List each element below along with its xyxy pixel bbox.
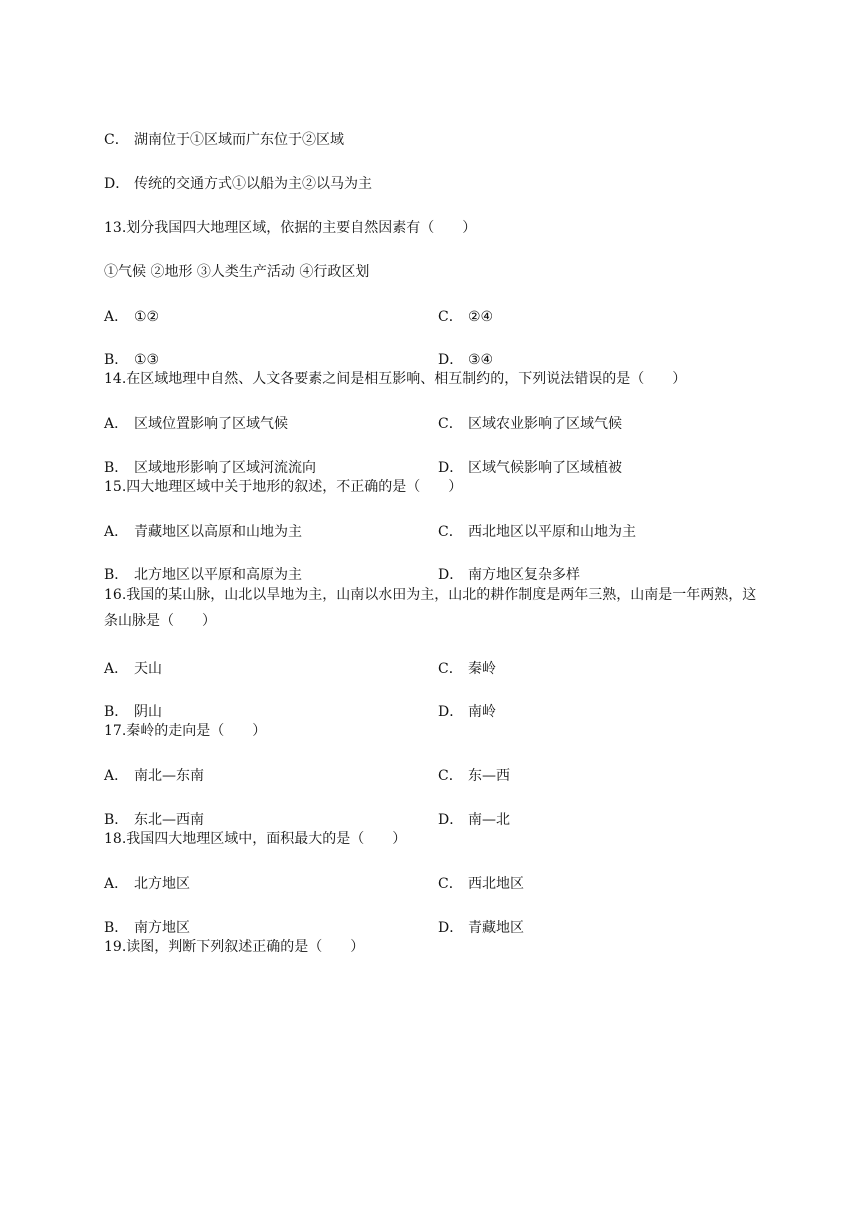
option-text: 区域地形影响了区域河流流向 xyxy=(134,460,316,476)
option-text: 秦岭 xyxy=(468,661,496,677)
option-letter: D． xyxy=(104,176,130,192)
option-c xyxy=(104,131,344,149)
option-text: 南方地区 xyxy=(134,920,190,936)
option-b xyxy=(104,351,159,369)
option-a xyxy=(104,308,159,326)
question-19: 19.读图，判断下列叙述正确的是（ ） xyxy=(104,939,365,955)
option-b xyxy=(104,919,190,937)
option-letter: C． xyxy=(438,661,463,677)
option-letter: B． xyxy=(104,460,129,476)
option-text: 南方地区复杂多样 xyxy=(468,567,580,583)
option-letter: B． xyxy=(104,704,129,720)
option-text: 北方地区 xyxy=(134,876,190,892)
option-text: 天山 xyxy=(134,661,162,677)
option-text: 西北地区 xyxy=(468,876,524,892)
option-text: 阴山 xyxy=(134,704,162,720)
question-14: 14.在区域地理中自然、人文各要素之间是相互影响、相互制约的，下列说法错误的是（ ） xyxy=(104,371,687,387)
option-letter: C． xyxy=(438,876,463,892)
option-letter: A． xyxy=(104,309,129,325)
option-a xyxy=(104,875,190,893)
option-letter: B． xyxy=(104,920,129,936)
option-text: 南北—东南 xyxy=(134,768,204,784)
option-letter: B． xyxy=(104,352,129,368)
question-13-items: ①气候 ②地形 ③人类生产活动 ④行政区划 xyxy=(104,264,370,280)
option-letter: C． xyxy=(438,416,463,432)
option-text: 区域农业影响了区域气候 xyxy=(468,416,622,432)
option-c xyxy=(438,767,510,785)
option-text: ①③ xyxy=(134,352,160,368)
option-b xyxy=(104,459,316,477)
option-text: 湖南位于①区域而广东位于②区域 xyxy=(134,132,344,148)
option-d xyxy=(438,459,622,477)
option-text: 南—北 xyxy=(468,812,510,828)
option-text: ①② xyxy=(134,309,160,325)
option-text: 东—西 xyxy=(468,768,510,784)
option-letter: C． xyxy=(438,309,463,325)
option-c xyxy=(438,308,493,326)
option-a xyxy=(104,767,204,785)
option-letter: B． xyxy=(104,812,129,828)
option-d xyxy=(104,175,372,193)
option-d xyxy=(438,811,510,829)
option-text: 青藏地区 xyxy=(468,920,524,936)
question-18: 18.我国四大地理区域中，面积最大的是（ ） xyxy=(104,831,407,847)
option-letter: C． xyxy=(438,768,463,784)
option-c xyxy=(438,660,496,678)
option-text: ③④ xyxy=(468,352,494,368)
option-letter: D． xyxy=(438,460,464,476)
option-c xyxy=(438,523,636,541)
option-letter: B． xyxy=(104,567,129,583)
option-letter: A． xyxy=(104,768,129,784)
option-letter: C． xyxy=(104,132,129,148)
question-15: 15.四大地理区域中关于地形的叙述，不正确的是（ ） xyxy=(104,479,463,495)
option-b xyxy=(104,811,204,829)
option-d xyxy=(438,703,496,721)
option-letter: D． xyxy=(438,920,464,936)
option-letter: D． xyxy=(438,812,464,828)
option-a xyxy=(104,415,288,433)
option-a xyxy=(104,660,162,678)
option-c xyxy=(438,875,524,893)
option-text: ②④ xyxy=(468,309,494,325)
option-b xyxy=(104,703,162,721)
question-16: 16.我国的某山脉，山北以旱地为主，山南以水田为主，山北的耕作制度是两年三熟，山南是一年两熟，这条山脉是（ ） xyxy=(104,587,757,629)
option-d xyxy=(438,351,493,369)
option-text: 区域气候影响了区域植被 xyxy=(468,460,622,476)
option-a xyxy=(104,523,302,541)
option-letter: A． xyxy=(104,876,129,892)
option-c xyxy=(438,415,622,433)
question-17: 17.秦岭的走向是（ ） xyxy=(104,723,267,739)
option-letter: A． xyxy=(104,416,129,432)
option-d xyxy=(438,919,524,937)
option-letter: D． xyxy=(438,704,464,720)
option-text: 北方地区以平原和高原为主 xyxy=(134,567,302,583)
option-letter: A． xyxy=(104,661,129,677)
option-text: 东北—西南 xyxy=(134,812,204,828)
option-text: 南岭 xyxy=(468,704,496,720)
option-letter: A． xyxy=(104,524,129,540)
option-text: 青藏地区以高原和山地为主 xyxy=(134,524,302,540)
question-13: 13.划分我国四大地理区域，依据的主要自然因素有（ ） xyxy=(104,220,477,236)
option-text: 传统的交通方式①以船为主②以马为主 xyxy=(134,176,372,192)
option-letter: D． xyxy=(438,567,464,583)
option-text: 西北地区以平原和山地为主 xyxy=(468,524,636,540)
option-letter: C． xyxy=(438,524,463,540)
option-letter: D． xyxy=(438,352,464,368)
option-text: 区域位置影响了区域气候 xyxy=(134,416,288,432)
